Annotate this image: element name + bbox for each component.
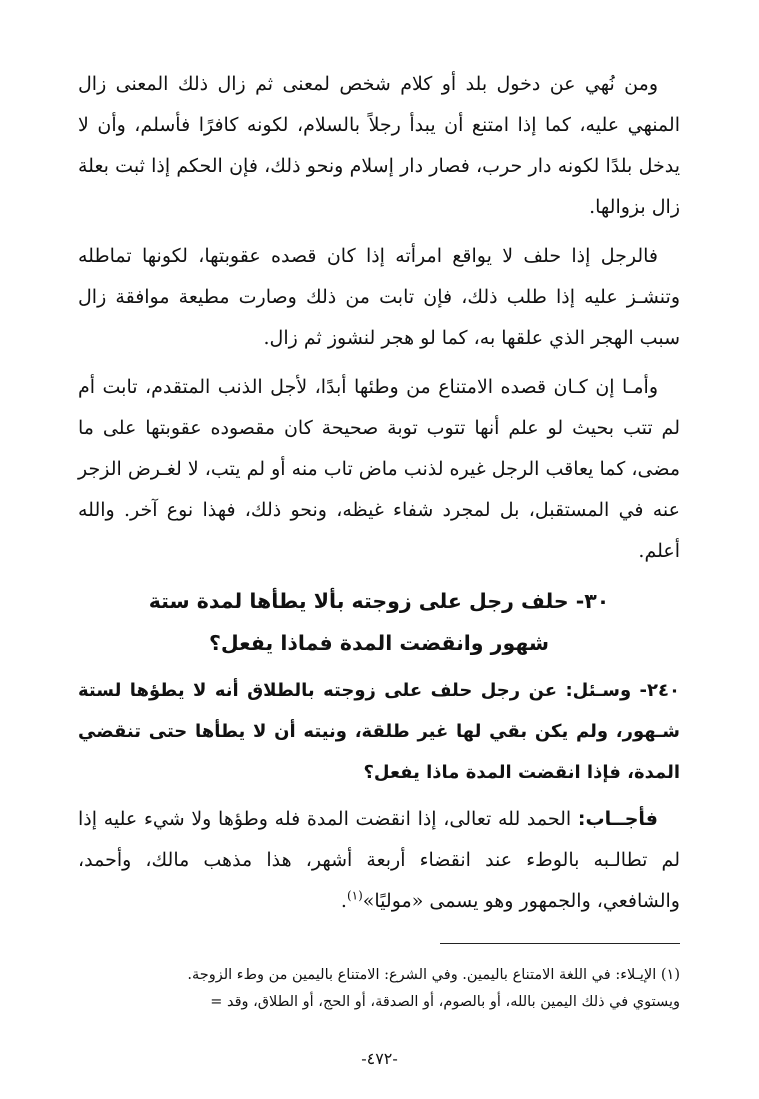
section-heading-line-1: ٣٠- حلف رجل على زوجته بألا يطأها لمدة ستة (148, 589, 610, 613)
footnote-line-1: (١) الإيـلاء: في اللغة الامتناع باليمين. وفي الشرع: الامتناع باليمين من وطء الزوجة. (187, 967, 680, 983)
section-heading-line-2: شهور وانقضت المدة فماذا يفعل؟ (208, 631, 550, 655)
footnote-reference[interactable]: (١) (346, 888, 363, 903)
paragraph-3: وأمـا إن كـان قصده الامتناع من وطئها أبدًا، لأجل الذنب المتقدم، تابت أم لم تتب بحيث لو علم أنها تتوب توبة صحيحة كان مقصوده عقوبتها على ما مضى، كما يعاقب الرجل غيره لذنب ماض تاب منه أو لم يتب، لا لغـرض الزجر عنه في المستقبل، بل لمجرد شفاء غيظه، ونحو ذلك، فهذا نوع آخر. والله أعلم. (78, 376, 680, 562)
question-text: ٢٤٠- وسـئل: عن رجل حلف على زوجته بالطلاق أنه لا يطؤها لستة شـهور، ولم يكن بقي لها غير طلقة، ونيته أن لا يطأها حتى تنقضي المدة، فإذا انقضت المدة ماذا يفعل؟ (78, 680, 680, 783)
answer-text: الحمد لله تعالى، إذا انقضت المدة فله وطؤها ولا شيء عليه إذا لم تطالـبه بالوطء عند انقضاء أربعة أشهر، هذا مذهب مالك، وأحمد، والشافعي، والجمهور وهو يسمى «موليًا» (78, 808, 680, 912)
page-number: -٤٧٢- (361, 1049, 398, 1068)
paragraph-2: فالرجل إذا حلف لا يواقع امرأته إذا كان قصده عقوبتها، لكونها تماطله وتنشـز عليه إذا طلب ذلك، فإن تابت من ذلك وصارت مطيعة موافقة زال سبب الهجر الذي علقها به، كما لو هجر لنشوز ثم زال. (78, 245, 680, 349)
answer-end: . (340, 890, 347, 912)
footnote-divider (440, 943, 680, 944)
answer-paragraph (78, 799, 680, 922)
page-body (78, 64, 680, 930)
footnote-line-2: ويستوي في ذلك اليمين بالله، أو بالصوم، أو الصدقة، أو الحج، أو الطلاق، وقد = (210, 994, 680, 1010)
footnotes (78, 962, 680, 1016)
answer-lead: فأجــاب: (577, 808, 658, 830)
paragraph-1: ومن نُهي عن دخول بلد أو كلام شخص لمعنى ثم زال ذلك المعنى زال المنهي عليه، كما إذا امتنع أن يبدأ رجلاً بالسلام، لكونه كافرًا فأسلم، وأن لا يدخل بلدًا لكونه دار حرب، فصار دار إسلام ونحو ذلك، فإن الحكم إذا ثبت بعلة زال بزوالها. (78, 73, 680, 218)
